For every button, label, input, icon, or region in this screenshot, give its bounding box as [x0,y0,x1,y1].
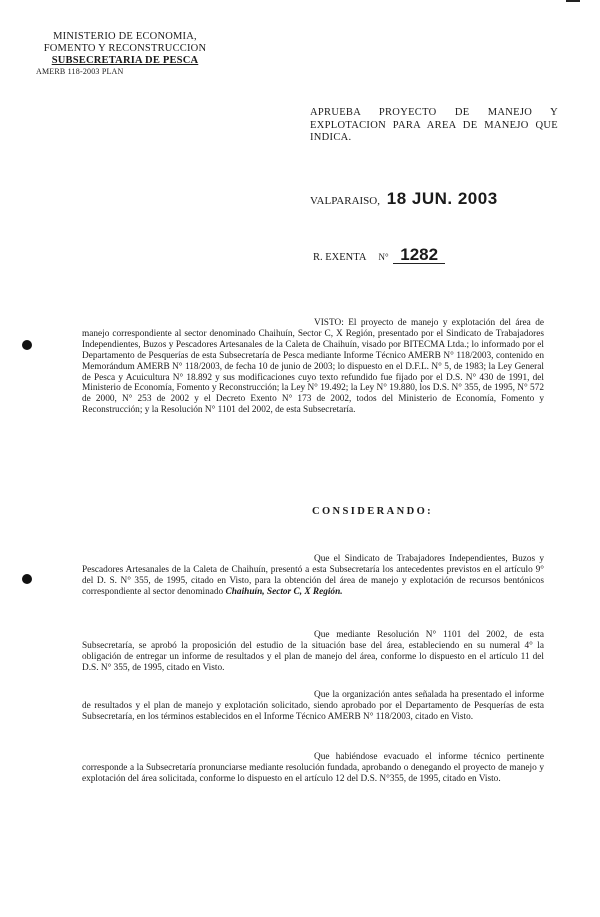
visto-paragraph [82,318,544,416]
visto-lead: VISTO: [314,318,344,328]
punch-hole-bottom [22,574,32,584]
ministry-header [30,31,220,77]
considerando-paragraph-2 [82,630,544,674]
resolution-label: R. EXENTA [313,252,366,263]
considerando-2-text: Subsecretaría, se aprobó la proposición del estudio de la situación base del área, estableciendo en su numeral 4° la obligación de entregar un informe de resultados y el plan de manejo del área, conforme lo dispuesto en el artículo 11 del D.S. N° 355, de 1995, citado en Visto. [82,640,544,673]
resolution-line [313,246,513,264]
ministry-line-2: FOMENTO Y RECONSTRUCCION [43,43,207,54]
resolution-number-prefix: N° [378,252,389,262]
considerando-1-sector: Chaihuín, Sector C, X Región. [225,586,343,597]
considerando-1-text: Buzos y Pescadores Artesanales de la Caleta de Chaihuín, presentó a esta Subsecretaría los antecedentes previstos en el artículo 9° del D. S. N° 355, de 1995, citado en Visto, para la obtención del área de manejo y explotación de recursos bentónicos correspondiente al sector denominado [82,554,545,597]
date-line [310,189,560,209]
resolution-number: 1282 [393,246,445,264]
city: VALPARAISO, [310,195,380,207]
considerando-3-text: informe de resultados y el plan de manejo y explotación solicitado, siendo aprobado por el Departamento de Pesquerías de esta Subsecretaría, en los términos establecidos en el Informe Técnico AMERB N° 118/2003, citado en Visto. [82,690,544,722]
punch-hole-top [22,340,32,350]
considerando-paragraph-4 [82,752,544,785]
considerando-paragraph-1 [82,554,544,598]
scan-speck [566,0,580,2]
reference-code: AMERB 118-2003 PLAN [36,67,124,76]
considerando-2-lead: Que mediante Resolución N° 1101 del 2002, de esta [314,630,544,640]
visto-text: El proyecto de manejo y explotación del área de manejo correspondiente al sector denominado Chaihuín, Sector C, X Región, presentado por el Sindicato de Trabajadores Independientes, Buzos y Pescadores Artesanales de la Caleta de Chaihuín, visado por BITECMA Ltda.; lo informado por el Departamento de Pesquerías de esta Subsecretaría de Pesca mediante Informe Técnico AMERB N° 118/2003, contenido en Memorándum AMERB N° 118/2003, de fecha 10 de junio de 2003; lo dispuesto en el D.F.L. N° 5, de 1983; la Ley General de Pesca y Acuicultura N° 18.892 y sus modificaciones cuyo texto refundido fue fijado por el D.S. N° 430 de 1991, del Ministerio de Economía, Fomento y Reconstrucción; la Ley N° 19.492; la Ley N° 19.880, los D.S. N° 355, de 1995, N° 572 de 2000, N° 253 de 2002 y el Decreto Exento N° 173 de 2002, todos del Ministerio de Economía, Fomento y Reconstrucción; y la Resolución N° 1101 del 2002, de esta Subsecretaría. [82,318,544,416]
document-headnote: APRUEBA PROYECTO DE MANEJO Y EXPLOTACION PARA AREA DE MANEJO QUE INDICA. [310,107,558,143]
considerando-3-lead: Que la organización antes señalada ha presentado el [314,690,512,700]
considerando-4-text: pertinente corresponde a la Subsecretaría pronunciarse mediante resolución fundada, aprobando o denegando el proyecto de manejo y explotación del área solicitada, conforme lo dispuesto en el artículo 12 del D.S. N°355, de 1995, citado en Visto. [82,752,545,784]
considerando-heading: CONSIDERANDO: [312,506,434,517]
considerando-4-lead: Que habiéndose evacuado el informe técnico [314,752,501,762]
considerando-1-lead: Que el Sindicato de Trabajadores Independientes, [314,554,508,564]
considerando-paragraph-3 [82,690,544,723]
ministry-line-1: MINISTERIO DE ECONOMIA, [53,31,197,42]
subsecretaria-line: SUBSECRETARIA DE PESCA [51,55,199,66]
date-stamp: 18 JUN. 2003 [386,189,498,208]
